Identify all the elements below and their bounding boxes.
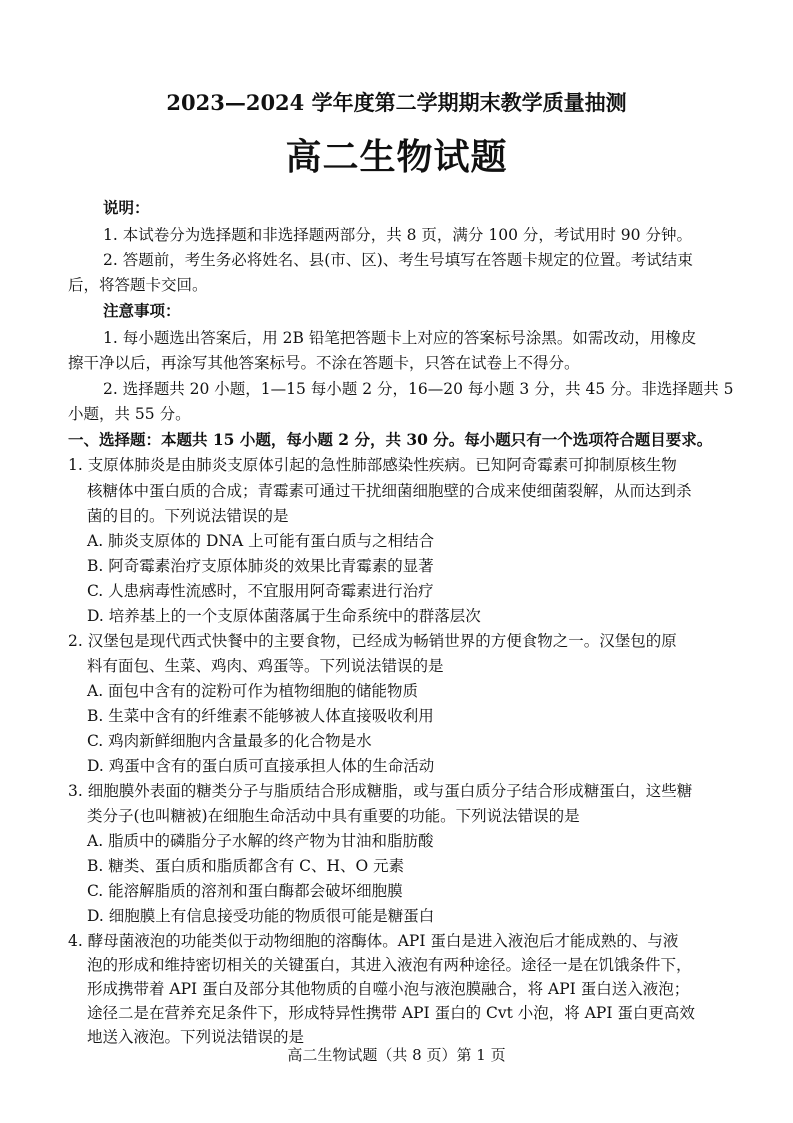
answer-option: D. 鸡蛋中含有的蛋白质可直接承担人体的生命活动 xyxy=(87,757,435,775)
question-stem-line: 类分子(也叫糖被)在细胞生命活动中具有重要的功能。下列说法错误的是 xyxy=(87,807,580,825)
answer-option: B. 阿奇霉素治疗支原体肺炎的效果比青霉素的显著 xyxy=(87,557,434,575)
instruction-line: 1. 本试卷分为选择题和非选择题两部分，共 8 页，满分 100 分，考试用时 90 分钟。 xyxy=(103,226,692,244)
answer-option: D. 细胞膜上有信息接受功能的物质很可能是糖蛋白 xyxy=(87,907,435,925)
note-line: 擦干净以后，再涂写其他答案标号。不涂在答题卡，只答在试卷上不得分。 xyxy=(68,354,580,372)
answer-option: D. 培养基上的一个支原体菌落属于生命系统中的群落层次 xyxy=(87,607,481,625)
answer-option: C. 鸡肉新鲜细胞内含量最多的化合物是水 xyxy=(87,732,372,750)
answer-option: C. 人患病毒性流感时，不宜服用阿奇霉素进行治疗 xyxy=(87,582,434,600)
instructions-label: 说明： xyxy=(103,198,150,217)
answer-option: C. 能溶解脂质的溶剂和蛋白酶都会破坏细胞膜 xyxy=(87,882,403,900)
question-stem-line: 途径二是在营养充足条件下，形成特异性携带 API 蛋白的 Cvt 小泡，将 API 蛋白更高效 xyxy=(87,1004,695,1022)
answer-option: B. 生菜中含有的纤维素不能够被人体直接吸收利用 xyxy=(87,707,434,725)
note-line: 2. 选择题共 20 小题，1—15 每小题 2 分，16—20 每小题 3 分，共 45 分。非选择题共 5 xyxy=(103,380,734,398)
instruction-line: 2. 答题前，考生务必将姓名、县(市、区)、考生号填写在答题卡规定的位置。考试结束 xyxy=(103,251,693,269)
note-line: 1. 每小题选出答案后，用 2B 铅笔把答题卡上对应的答案标号涂黑。如需改动，用橡皮 xyxy=(103,329,697,347)
question-stem-line: 4. 酵母菌液泡的功能类似于动物细胞的溶酶体。API 蛋白是进入液泡后才能成熟的、与液 xyxy=(68,932,679,950)
answer-option: A. 面包中含有的淀粉可作为植物细胞的储能物质 xyxy=(87,682,419,700)
note-line: 小题，共 55 分。 xyxy=(68,405,191,423)
question-stem-line: 料有面包、生菜、鸡肉、鸡蛋等。下列说法错误的是 xyxy=(87,657,444,675)
question-stem-line: 泡的形成和维持密切相关的关键蛋白，其进入液泡有两种途径。途径一是在饥饿条件下， xyxy=(87,956,692,974)
subject-title: 高二生物试题 xyxy=(285,137,508,178)
exam-title: 2023—2024 学年度第二学期期末教学质量抽测 xyxy=(166,90,627,115)
question-stem-line: 2. 汉堡包是现代西式快餐中的主要食物，已经成为畅销世界的方便食物之一。汉堡包的原 xyxy=(68,632,677,650)
question-stem-line: 形成携带着 API 蛋白及部分其他物质的自噬小泡与液泡膜融合，将 API 蛋白送入液泡； xyxy=(87,980,690,998)
notes-label: 注意事项： xyxy=(103,301,181,320)
answer-option: A. 肺炎支原体的 DNA 上可能有蛋白质与之相结合 xyxy=(87,532,435,550)
answer-option: A. 脂质中的磷脂分子水解的终产物为甘油和脂肪酸 xyxy=(87,832,434,850)
section-heading: 一、选择题：本题共 15 小题，每小题 2 分，共 30 分。每小题只有一个选项符合题目要求。 xyxy=(68,430,713,449)
question-stem-line: 地送入液泡。下列说法错误的是 xyxy=(87,1028,305,1046)
question-stem-line: 核糖体中蛋白质的合成；青霉素可通过干扰细菌细胞壁的合成来使细菌裂解，从而达到杀 xyxy=(87,482,692,500)
question-stem-line: 3. 细胞膜外表面的糖类分子与脂质结合形成糖脂，或与蛋白质分子结合形成糖蛋白，这些糖 xyxy=(68,782,693,800)
question-stem-line: 菌的目的。下列说法错误的是 xyxy=(87,507,289,525)
instruction-line: 后，将答题卡交回。 xyxy=(68,276,208,294)
page-footer: 高二生物试题（共 8 页）第 1 页 xyxy=(287,1046,506,1064)
answer-option: B. 糖类、蛋白质和脂质都含有 C、H、O 元素 xyxy=(87,857,405,875)
question-stem-line: 1. 支原体肺炎是由肺炎支原体引起的急性肺部感染性疾病。已知阿奇霉素可抑制原核生物 xyxy=(68,456,677,474)
